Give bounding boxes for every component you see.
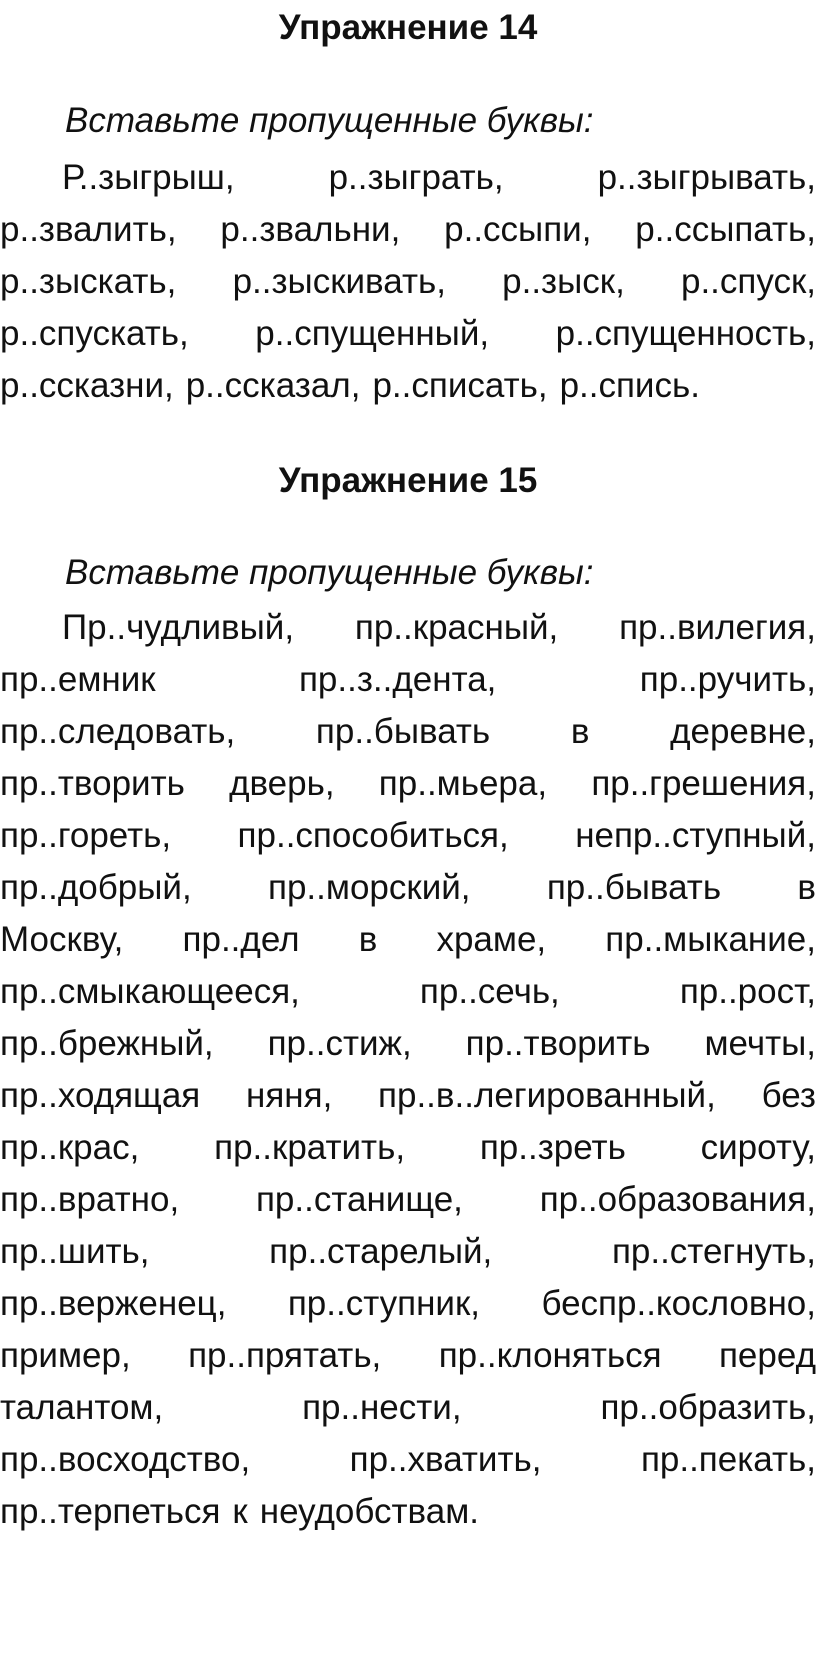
exercise-word: р..ссыпать, <box>635 210 816 249</box>
exercise-word: пр..мыкание, <box>605 920 816 959</box>
exercise-word: р..спись. <box>559 366 700 405</box>
exercise-word: р..зыск, <box>502 262 625 301</box>
ex15-text-line <box>0 762 816 806</box>
ex15-text-line <box>0 1386 816 1430</box>
exercise-word: пр..стегнуть, <box>611 1232 816 1271</box>
ex15-text-line <box>0 1334 816 1378</box>
ex15-text-line <box>0 866 816 910</box>
ex15-text-line <box>0 1126 816 1170</box>
exercise-word: пр..старелый, <box>269 1232 493 1271</box>
exercise-word: пр..морский, <box>268 868 471 907</box>
exercise-word: пр..брежный, <box>0 1024 214 1063</box>
exercise-word: пример, <box>0 1336 131 1375</box>
ex15-text-line <box>0 1178 816 1222</box>
exercise-word: деревне, <box>670 712 816 751</box>
exercise-word: пр..мьера, <box>378 764 548 803</box>
exercise-word: пр..способиться, <box>237 816 509 855</box>
exercise-word: без <box>761 1076 816 1115</box>
exercise-14-instruction: Вставьте пропущенные буквы: <box>65 101 594 140</box>
exercise-word: р..спускать, <box>0 314 189 353</box>
exercise-word: пр..ходящая <box>0 1076 201 1115</box>
exercise-word: пр..вратно, <box>0 1180 180 1219</box>
exercise-word: р..списать, <box>372 366 548 405</box>
exercise-word: пр..крас, <box>0 1128 140 1167</box>
exercise-word: Р..зыгрыш, <box>62 158 235 197</box>
exercise-word: пр..грешения, <box>591 764 816 803</box>
exercise-word: пр..рост, <box>679 972 816 1011</box>
exercise-word: р..зыграть, <box>328 158 504 197</box>
exercise-word: храме, <box>436 920 547 959</box>
ex14-text-line <box>0 364 816 408</box>
exercise-word: пр..шить, <box>0 1232 150 1271</box>
exercise-word: пр..ступник, <box>287 1284 481 1323</box>
exercise-word: р..зыскивать, <box>232 262 446 301</box>
exercise-word: пр..зреть <box>479 1128 626 1167</box>
exercise-word: пр..нести, <box>302 1388 462 1427</box>
exercise-word: р..ссыпи, <box>444 210 592 249</box>
exercise-word: талантом, <box>0 1388 164 1427</box>
exercise-15-instruction: Вставьте пропущенные буквы: <box>65 553 594 592</box>
exercise-word: пр..хватить, <box>349 1440 542 1479</box>
exercise-word: р..ссказал, <box>185 366 361 405</box>
exercise-word: р..спущенность, <box>555 314 816 353</box>
exercise-word: пр..следовать, <box>0 712 236 751</box>
exercise-word: р..зыгрывать, <box>597 158 816 197</box>
exercise-word: перед <box>718 1336 816 1375</box>
exercise-word: няня, <box>246 1076 333 1115</box>
exercise-word: пр..гореть, <box>0 816 172 855</box>
exercise-word: пр..клоняться <box>438 1336 662 1375</box>
ex15-text-line <box>0 1022 816 1066</box>
ex15-text-line <box>0 1438 816 1482</box>
ex15-text-line <box>0 1490 816 1534</box>
ex14-text-line <box>0 260 816 304</box>
exercise-word: пр..емник <box>0 660 156 699</box>
exercise-word: пр..пекать, <box>640 1440 816 1479</box>
exercise-word: пр..бывать <box>546 868 722 907</box>
exercise-14-title: Упражнение 14 <box>278 8 538 47</box>
exercise-word: в <box>797 868 816 907</box>
ex15-text-line <box>0 710 816 754</box>
ex15-text-line <box>0 918 816 962</box>
ex14-text-line <box>0 312 816 356</box>
exercise-word: неудобствам. <box>259 1492 479 1531</box>
exercise-word: пр..стиж, <box>267 1024 412 1063</box>
exercise-word: пр..творить <box>0 764 185 803</box>
exercise-word: р..ссказни, <box>0 366 174 405</box>
ex15-text-line <box>0 1074 816 1118</box>
exercise-word: пр..ручить, <box>639 660 816 699</box>
exercise-word: пр..восходство, <box>0 1440 251 1479</box>
exercise-word: пр..верженец, <box>0 1284 227 1323</box>
exercise-word: пр..станище, <box>255 1180 463 1219</box>
exercise-word: пр..бывать <box>315 712 491 751</box>
exercise-word: пр..сечь, <box>419 972 560 1011</box>
exercise-word: р..зыскать, <box>0 262 177 301</box>
ex15-text-line <box>0 1282 816 1326</box>
exercise-word: пр..терпеться <box>0 1492 221 1531</box>
exercise-word: Москву, <box>0 920 124 959</box>
exercise-word: р..звальни, <box>220 210 401 249</box>
exercise-word: беспр..кословно, <box>541 1284 816 1323</box>
exercise-word: пр..творить <box>465 1024 651 1063</box>
exercise-word: пр..образить, <box>600 1388 816 1427</box>
exercise-15-title: Упражнение 15 <box>278 461 538 500</box>
ex15-text-line <box>0 970 816 1014</box>
exercise-word: р..спуск, <box>680 262 816 301</box>
exercise-word: пр..з..дента, <box>298 660 497 699</box>
exercise-word: пр..красный, <box>354 608 559 647</box>
exercise-word: р..звалить, <box>0 210 177 249</box>
exercise-word: в <box>570 712 590 751</box>
exercise-word: непр..ступный, <box>575 816 816 855</box>
exercise-word: в <box>358 920 378 959</box>
exercise-word: пр..кратить, <box>214 1128 406 1167</box>
ex15-text-line <box>0 814 816 858</box>
exercise-word: пр..добрый, <box>0 868 192 907</box>
ex14-text-line <box>0 208 816 252</box>
exercise-word: сироту, <box>700 1128 816 1167</box>
exercise-word: дверь, <box>229 764 335 803</box>
ex15-text-line <box>62 606 816 650</box>
exercise-word: мечты, <box>704 1024 816 1063</box>
exercise-word: пр..образования, <box>539 1180 816 1219</box>
exercise-word: р..спущенный, <box>255 314 490 353</box>
ex14-text-line <box>62 156 816 200</box>
exercise-word: пр..прятать, <box>188 1336 382 1375</box>
exercise-word: пр..смыкающееся, <box>0 972 300 1011</box>
exercise-word: пр..дел <box>182 920 300 959</box>
ex15-text-line <box>0 658 816 702</box>
exercise-word: Пр..чудливый, <box>62 608 295 647</box>
exercise-word: пр..вилегия, <box>619 608 816 647</box>
exercise-word: пр..в..легированный, <box>378 1076 716 1115</box>
ex15-text-line <box>0 1230 816 1274</box>
exercise-word: к <box>232 1492 248 1531</box>
